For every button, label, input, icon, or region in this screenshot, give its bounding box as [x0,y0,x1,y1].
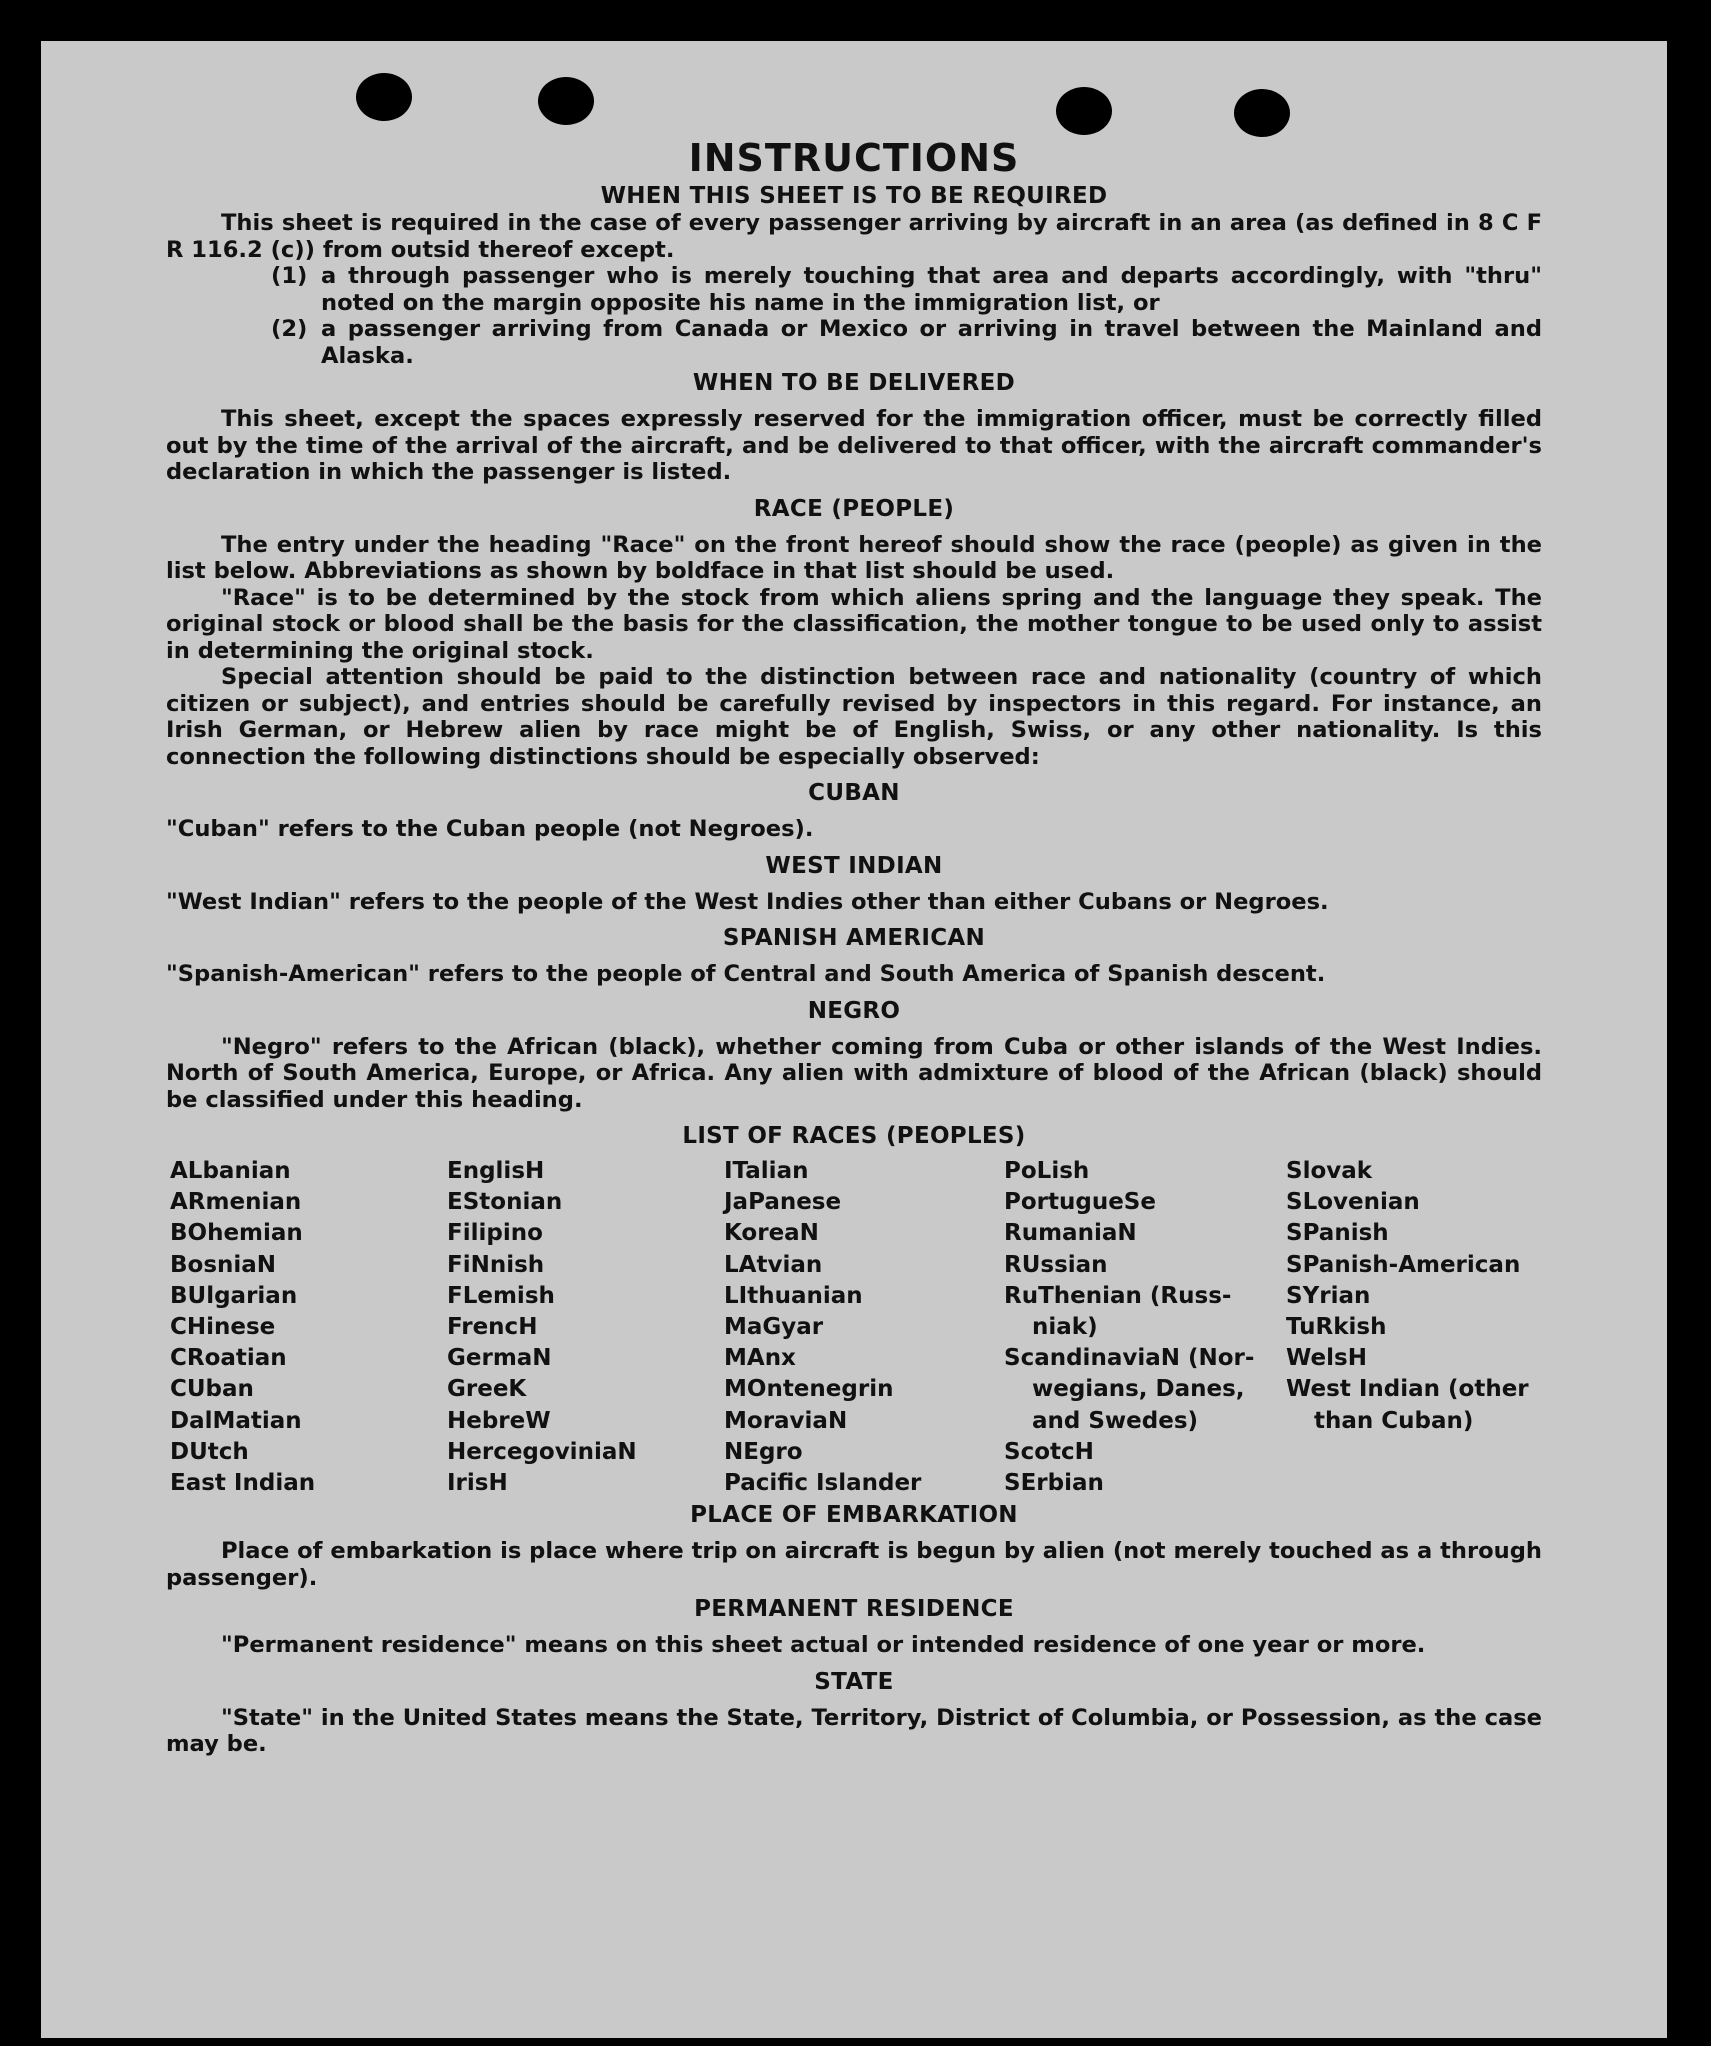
heading-state: STATE [814,1668,894,1695]
spanish-american-paragraph: "Spanish-American" refers to the people of Central and South America of Spanish descent. [166,961,1326,987]
race-item: GreeK [447,1376,527,1403]
race-item: RuThenian (Russ- [1004,1282,1232,1309]
race-paragraph: "Race" is to be determined by the stock from which aliens spring and the language they speak. The original stock or blood shall be the basis for the classification, the mother tongue to be used only to assist in determining the original stock. [166,584,1542,664]
delivered-paragraph: This sheet, except the spaces expressly reserved for the immigration officer, must be correctly filled out by the time of the arrival of the aircraft, and be delivered to that officer, with the aircraft commander's declaration in which the passenger is listed. [166,406,1542,485]
race-item: Slovak [1286,1158,1373,1184]
heading-permanent-residence: PERMANENT RESIDENCE [694,1596,1014,1623]
race-item: EnglisH [447,1158,545,1184]
race-item: ALbanian [170,1158,291,1184]
race-item: EStonian [447,1189,563,1216]
race-item: than Cuban) [1314,1407,1474,1434]
race-item: FrencH [447,1314,538,1341]
race-item: IrisH [447,1470,508,1497]
race-item: TuRkish [1286,1314,1387,1341]
punch-hole [538,77,594,125]
heading-when-delivered: WHEN TO BE DELIVERED [692,370,1016,396]
race-item: SErbian [1004,1470,1104,1497]
race-item: MAnx [724,1345,796,1372]
heading-spanish-american: SPANISH AMERICAN [722,925,986,951]
race-item: HercegoviniaN [447,1438,637,1465]
race-item: DalMatian [170,1407,302,1434]
exception-number: (1) [271,263,308,289]
races-column [1286,1156,1546,1499]
race-item: CUban [170,1376,254,1403]
race-item: WelsH [1286,1345,1367,1372]
race-paragraph: Special attention should be paid to the distinction between race and nationality (country of which citizen or subject), and entries should be carefully revised by inspectors in this regard. For instance, an Irish German, or Hebrew alien by race might be of English, Swiss, or any other nationality. Is this connection the following distinctions should be especially observed: [166,664,1542,770]
race-item: East Indian [170,1470,316,1497]
heading-place-of-embarkation: PLACE OF EMBARKATION [690,1502,1018,1529]
race-item: SPanish [1286,1220,1389,1247]
instructions-body [166,136,1542,1758]
race-item: Pacific Islander [724,1470,922,1497]
race-item: CRoatian [170,1345,287,1372]
west-indian-paragraph: "West Indian" refers to the people of the West Indies other than either Cubans or Negroes. [166,888,1329,915]
races-list [170,1156,1542,1499]
race-item: SPanish-American [1286,1251,1521,1278]
race-item: HebreW [447,1407,551,1434]
exception-text: a through passenger who is merely touching that area and departs accordingly, with "thru" noted on the margin opposite his name in the immigration list, or [321,263,1542,316]
race-item: BosniaN [170,1251,277,1278]
exception-number: (2) [271,316,308,342]
race-item: CHinese [170,1314,276,1341]
residence-paragraph: "Permanent residence" means on this sheet actual or intended residence of one year or more. [221,1632,1426,1659]
race-item: PortugueSe [1004,1189,1156,1216]
exception-text: a passenger arriving from Canada or Mexico or arriving in travel between the Mainland and Alaska. [321,316,1542,369]
race-item: SYrian [1286,1282,1371,1309]
race-item: JaPanese [724,1189,842,1216]
race-item: FiNnish [447,1251,545,1278]
document-page [41,41,1667,2038]
state-paragraph: "State" in the United States means the State, Territory, District of Columbia, or Possession, as the case may be. [166,1704,1542,1758]
heading-list-of-races: LIST OF RACES (PEOPLES) [682,1123,1026,1149]
page-title: INSTRUCTIONS [688,136,1020,180]
race-item: MOntenegrin [724,1376,894,1403]
punch-hole [1056,87,1112,135]
race-item: niak) [1032,1314,1098,1341]
race-item: MoraviaN [724,1407,848,1434]
race-item: ITalian [724,1158,809,1184]
race-item: West Indian (other [1286,1376,1529,1403]
races-column [724,1156,1004,1499]
races-column [447,1156,724,1499]
required-paragraph: This sheet is required in the case of every passenger arriving by aircraft in an area (as defined in 8 C F R 116.2 (c)) from outsid thereof except. [166,210,1542,263]
race-item: BOhemian [170,1220,303,1247]
cuban-paragraph: "Cuban" refers to the Cuban people (not Negroes). [166,816,814,842]
race-item: SLovenian [1286,1189,1420,1216]
race-item: Filipino [447,1220,543,1247]
punch-hole [1234,89,1290,137]
heading-when-required: WHEN THIS SHEET IS TO BE REQUIRED [600,183,1108,209]
race-item: wegians, Danes, [1032,1376,1245,1403]
race-item: ScotcH [1004,1438,1094,1465]
races-column [1004,1156,1286,1499]
embarkation-paragraph: Place of embarkation is place where trip on aircraft is begun by alien (not merely touched as a through passenger). [166,1538,1542,1591]
race-item: ScandinaviaN (Nor- [1004,1345,1255,1372]
race-item: PoLish [1004,1158,1090,1184]
exception-item [166,316,1542,369]
race-item: NEgro [724,1438,803,1465]
heading-west-indian: WEST INDIAN [765,852,943,879]
race-item: KoreaN [724,1220,819,1247]
race-item: ARmenian [170,1189,302,1216]
race-item: GermaN [447,1345,552,1372]
race-item: FLemish [447,1282,555,1309]
race-item: BUlgarian [170,1282,298,1309]
race-item: DUtch [170,1438,249,1465]
exception-item [166,263,1542,316]
heading-negro: NEGRO [807,997,901,1024]
negro-paragraph: "Negro" refers to the African (black), whether coming from Cuba or other islands of the West Indies. North of South America, Europe, or Africa. Any alien with admixture of blood of the African (black) should be classified under this heading. [166,1033,1542,1113]
race-item: LAtvian [724,1251,823,1278]
punch-hole [356,73,412,121]
race-item: MaGyar [724,1314,824,1341]
race-item: RumaniaN [1004,1220,1137,1247]
race-item: and Swedes) [1032,1407,1199,1434]
heading-race: RACE (PEOPLE) [753,495,955,522]
race-item: RUssian [1004,1251,1108,1278]
race-item: LIthuanian [724,1282,863,1309]
races-column [170,1156,447,1499]
race-paragraph: The entry under the heading "Race" on the front hereof should show the race (people) as given in the list below. Abbreviations as shown by boldface in that list should be used. [166,531,1542,584]
heading-cuban: CUBAN [808,780,900,806]
